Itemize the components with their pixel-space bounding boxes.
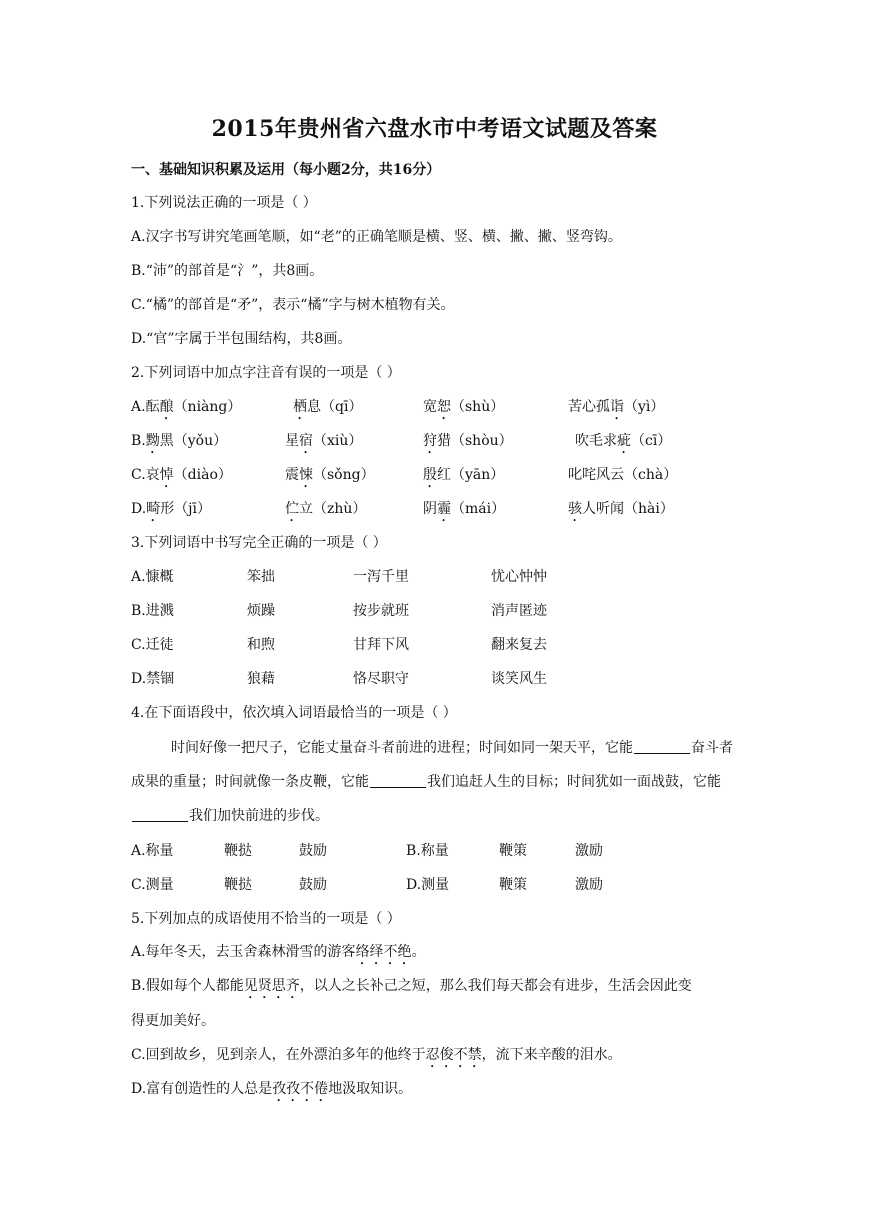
q1-option-b: B.“沛”的部首是“氵”，共8画。 [131, 263, 324, 279]
q5-option-b: B.假如每个人都能见贤思齐，以人之长补己之短，那么我们每天都会有进步，生活会因此变 [131, 978, 692, 994]
q5-option-d: D.富有创造性的人总是孜孜不倦地汲取知识。 [131, 1081, 413, 1097]
document-title: 2015年贵州省六盘水市中考语文试题及答案 [211, 116, 658, 142]
q2-stem: 2.下列词语中加点字注音有误的一项是（ ） [131, 365, 401, 381]
blank-3 [132, 807, 188, 822]
q1-stem: 1.下列说法正确的一项是（ ） [131, 195, 317, 211]
q5-option-c: C.回到故乡，见到亲人，在外漂泊多年的他终于忍俊不禁，流下来辛酸的泪水。 [131, 1047, 622, 1063]
q1-option-c: C.“橘”的部首是“矛”，表示“橘”字与树木植物有关。 [131, 297, 455, 313]
q1-option-a: A.汉字书写讲究笔画笔顺，如“老”的正确笔顺是横、竖、横、撇、撇、竖弯钩。 [131, 229, 622, 245]
q4-passage: 时间好像一把尺子，它能丈量奋斗者前进的进程；时间如同一架天平，它能 奋斗者成果的重量；时间就像一条皮鞭，它能 我们追赶人生的目标；时间犹如一面战鼓，它能我们加快前进的步伐。 [131, 740, 733, 824]
q3-stem: 3.下列词语中书写完全正确的一项是（ ） [131, 535, 387, 551]
q5-stem: 5.下列加点的成语使用不恰当的一项是（ ） [131, 911, 401, 927]
q5-option-a: A.每年冬天，去玉舍森林滑雪的游客络绎不绝。 [131, 944, 426, 960]
q1-option-d: D.“官”字属于半包围结构，共8画。 [131, 331, 352, 347]
blank-2 [370, 773, 426, 788]
q4-stem: 4.在下面语段中，依次填入词语最恰当的一项是（ ） [131, 705, 457, 721]
section-heading: 一、基础知识积累及运用（每小题2分，共16分） [131, 162, 441, 178]
blank-1 [634, 739, 690, 754]
document-page: 2015年贵州省六盘水市中考语文试题及答案 一、基础知识积累及运用（每小题2分，共16分） 1.下列说法正确的一项是（ ） A.汉字书写讲究笔画笔顺，如“老”的正确笔顺是横、竖、横、撇、撇、竖弯钩。 B.“沛”的部首是“氵”，共8画。 C.“橘”的部首是“矛”，表示“橘”字与树木植物有关。 D.“官”字属于半包围结构，共8画。 2.下列词语中加点字注音有误的一项是（ ） A.酝酿（niàng） 栖息（qī） 宽恕（shù） 苦心孤诣（yì） B.黝黑（yǒu） 星宿（xiù） 狩猎（shòu） 吹毛求疵（cī） C.哀悼（diào） 震悚（sǒng） 殷红（yān） 叱咤风云（chà） D.畸形（jī） 伫立（zhù） 阴霾（mái） 骇人听闻（hài） 3.下列词语中书写完全正确的一项是（ ） A.慷概 笨拙 一泻千里 忧心忡忡 B.进溅 烦躁 按步就班 消声匿迹 C.迁徒 和煦 甘拜下风 翻来复去 D.禁锢 狼藉 恪尽职守 谈笑风生 4.在下面语段中，依次填入词语最恰当的一项是（ ） 时间好像一把尺子，它能丈量奋斗者前进的进程；时间如同一架天平，它能 奋斗者成果的重量；时间就像一条皮鞭，它能 我们追赶人生的目标；时间犹如一面战鼓，它能我们加快前进的步伐。 A.称量 鞭挞 鼓励 B.称量 鞭策 激励 C.测量 鞭挞 鼓励 D.测量 鞭策 激励 5.下列加点的成语使用不恰当的一项是（ ） A.每年冬天，去玉舍森林滑雪的游客络绎不绝。 B.假如每个人都能见贤思齐，以人之长补己之短，那么我们每天都会有进步，生活会因此变 得更加美好。 C.回到故乡，见到亲人，在外漂泊多年的他终于忍俊不禁，流下来辛酸的泪水。 D.富有创造性的人总是孜孜不倦地汲取知识。 [0, 0, 869, 1228]
q5-option-b-continued: 得更加美好。 [131, 1013, 215, 1029]
